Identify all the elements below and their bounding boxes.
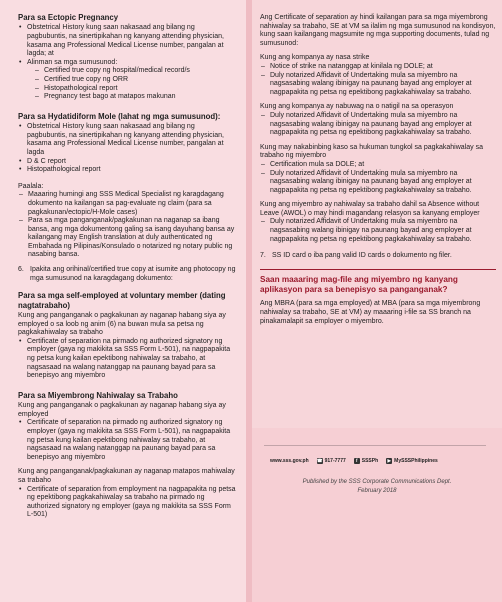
list-item: – Duly notarized Affidavit of Undertaking mula sa miyembro na nagsasabing walang ibinigay na paunang bayad ang employer at nagpapakita ng petsa ng epektibong pagkakahiwalay sa trabaho. (260, 218, 496, 244)
awol-lead: Kung ang miyembro ay nahiwalay sa trabaho dahil sa Absence without Leave (AWOL) o may hindi magandang relasyon sa kanyang employer (260, 201, 480, 217)
list-item: – Duly notarized Affidavit of Undertaking mula sa miyembro na nagsasabing walang ibinigay na paunang bayad ang employer at nagpapakita ng petsa ng epektibong pagkakahiwalay sa trabaho. (260, 170, 496, 196)
publisher-note (252, 478, 502, 495)
list-item: – Maaaring humingi ang SSS Medical Specialist ng karagdagang dokumento na kailangan sa pag-evaluate ng claim (para sa pagkakunan/ectopic/H-Mole cases) (18, 191, 236, 217)
separated-list-1 (18, 419, 236, 462)
hydatid-heading: Para sa Hydatidiform Mole (lahat ng mga sumusunod): (18, 111, 221, 121)
labor-lead: Kung may nakabinbing kaso sa hukuman tungkol sa pagkakahiwalay sa trabaho ng miyembro (260, 143, 483, 160)
publish-date: February 2018 (357, 487, 397, 494)
selfemployed-list (18, 338, 236, 381)
list-item: – Notice of strike na natanggap at kinilala ng DOLE; at (260, 63, 496, 72)
facebook-icon: f (354, 458, 360, 464)
list-item: – Para sa mga panganganak/pagkakunan na naganap sa ibang bansa, ang mga dokumentong galing sa isang dayuhang bansa ay kailangang may English translation at duly authenticated ng Embahada ng Pilipinas/Konsulado o notarized ng notary public ng nasabing bansa. (18, 217, 236, 260)
separated-heading: Para sa Miyembrong Nahiwalay sa Trabaho (18, 390, 178, 400)
item-6 (18, 266, 236, 283)
ectopic-heading: Para sa Ectopic Pregnancy (18, 13, 119, 22)
paalala-label: Paalala: (18, 182, 44, 190)
paalala-list (18, 191, 236, 260)
youtube-text: MySSSPhilippines (394, 458, 438, 464)
selfemployed-heading: Para sa mga self-employed at voluntary member (dating nagtatrabaho) (18, 291, 226, 310)
ceased-lead: Kung ang kompanya ay nabuwag na o natigil na sa operasyon (260, 103, 454, 111)
left-column (0, 0, 246, 602)
list-item: • Obstetrical History kung saan nakasaad ang bilang ng pagbubuntis, na sinertipikahan ng kanyang attending physician, kasama ang Professional Medical License number, pangalan at lagda; at (18, 24, 236, 58)
separated-text-2: Kung ang panganganak/pagkakunan ay naganap matapos mahiwalay sa trabaho (18, 468, 235, 484)
youtube-contact[interactable] (386, 458, 438, 464)
phone-icon: ☎ (316, 458, 323, 463)
list-item: • Histopathological report (18, 166, 236, 175)
facebook-text: SSSPh (361, 458, 379, 464)
ceased-list (260, 112, 496, 138)
phone-text: 917-7777 (324, 458, 346, 464)
list-item: – Certification mula sa DOLE; at (260, 161, 496, 170)
list-item: – Pregnancy test bago at matapos makunan (35, 93, 236, 102)
item-number: 7. (260, 252, 266, 260)
list-item-text: Alinman sa mga sumusunod: (27, 58, 118, 66)
footer-panel (252, 428, 502, 602)
item-number: 6. (18, 266, 24, 274)
ectopic-sublist (35, 67, 236, 101)
item-text: Ipakita ang orihinal/certified true copy at isumite ang photocopy ng mga sumusunod na karagdagang dokumento: (30, 266, 236, 282)
list-item: – Duly notarized Affidavit of Undertaking mula sa miyembro na nagsasabing walang ibinigay na paunang bayad ang employer at nagpapakita ng petsa ng epektibong pagkakahiwalay sa trabaho. (260, 72, 496, 98)
list-item: – Certified true copy ng hospital/medical record/s (35, 67, 236, 76)
published-by: Published by the SSS Corporate Communications Dept. (302, 479, 452, 485)
list-item: • Certificate of separation na pirmado ng authorized signatory ng employer (gaya ng makikita sa SSS Form L-501), na nagpapakita ng petsa kung kailan epektibong nahiwalay sa trabaho, at nagsasaad na walang natanggap na paunang bayad para sa benepisyo ang miyembro (18, 419, 236, 462)
where-to-file-answer: Ang MBRA (para sa mga employed) at MBA (para sa mga miyembrong nahiwalay sa trabaho, SE at VM) ay maaaring i-file sa SS branch na pinakamalapit sa employer o miyembro. (260, 300, 481, 325)
where-to-file-question: Saan maaaring mag-file ang miyembro ng kanyang aplikasyon para sa benepisyo sa panganganak? (260, 269, 496, 295)
list-item: – Certified true copy ng ORR (35, 76, 236, 85)
right-intro: Ang Certificate of separation ay hindi kailangan para sa mga miyembrong nahiwalay sa trabaho, SE at VM sa ilalim ng mga sumusunod na kondisyon, kung saan kailangang magsumite ng mga supporting documents, tulad ng sumusunod: (260, 14, 496, 47)
list-item: • Obstetrical History kung saan nakasaad ang bilang ng pagbubuntis, na sinertipikahan ng kanyang attending physician, kasama ang Professional Medical License number, pangalan at lagda (18, 123, 236, 157)
footer-divider (264, 445, 486, 446)
list-item: – Duly notarized Affidavit of Undertaking mula sa miyembro na nagsasabing walang ibinigay na paunang bayad ang employer at nagpapakita ng petsa ng epektibong pagkakahiwalay sa trabaho. (260, 112, 496, 138)
ectopic-list (18, 24, 236, 101)
selfemployed-text: Kung ang panganganak o pagkakunan ay naganap habang siya ay employed o sa loob ng anim (6) na buwan mula sa petsa ng pagkakahiwalay sa trabaho (18, 312, 226, 337)
contact-row (270, 458, 438, 464)
item-7 (260, 252, 496, 261)
facebook-contact[interactable] (354, 458, 378, 464)
list-item: • D & C report (18, 158, 236, 167)
strike-lead: Kung ang kompanya ay nasa strike (260, 54, 370, 62)
labor-list (260, 161, 496, 195)
awol-list (260, 218, 496, 244)
separated-list-2 (18, 486, 236, 520)
list-item: – Histopathological report (35, 85, 236, 94)
separated-text-1: Kung ang panganganak o pagkakunan ay naganap habang siya ay employed (18, 402, 226, 418)
hydatid-list (18, 123, 236, 175)
phone-contact (317, 458, 346, 464)
website-text: www.sss.gov.ph (270, 458, 309, 464)
item-text: SS ID card o iba pang valid ID cards o dokumento ng filer. (272, 252, 452, 260)
list-item (18, 59, 236, 102)
list-item: • Certificate of separation na pirmado ng authorized signatory ng employer (gaya ng makikita sa SSS Form L-501), na nagpapakita ng petsa kung kailan epektibong nahiwalay sa trabaho, at nagsasaad na walang natanggap na paunang bayad para sa benepisyo ang miyembro (18, 338, 236, 381)
website-contact[interactable] (270, 458, 309, 464)
youtube-icon: ▶ (387, 458, 391, 463)
list-item: • Certificate of separation from employment na nagpapakita ng petsa ng epektibong pagkakahiwalay sa trabaho na pirmado ng authorized signatory ng employer (gaya ng makikita sa SSS Form L-501) (18, 486, 236, 520)
strike-list (260, 63, 496, 97)
